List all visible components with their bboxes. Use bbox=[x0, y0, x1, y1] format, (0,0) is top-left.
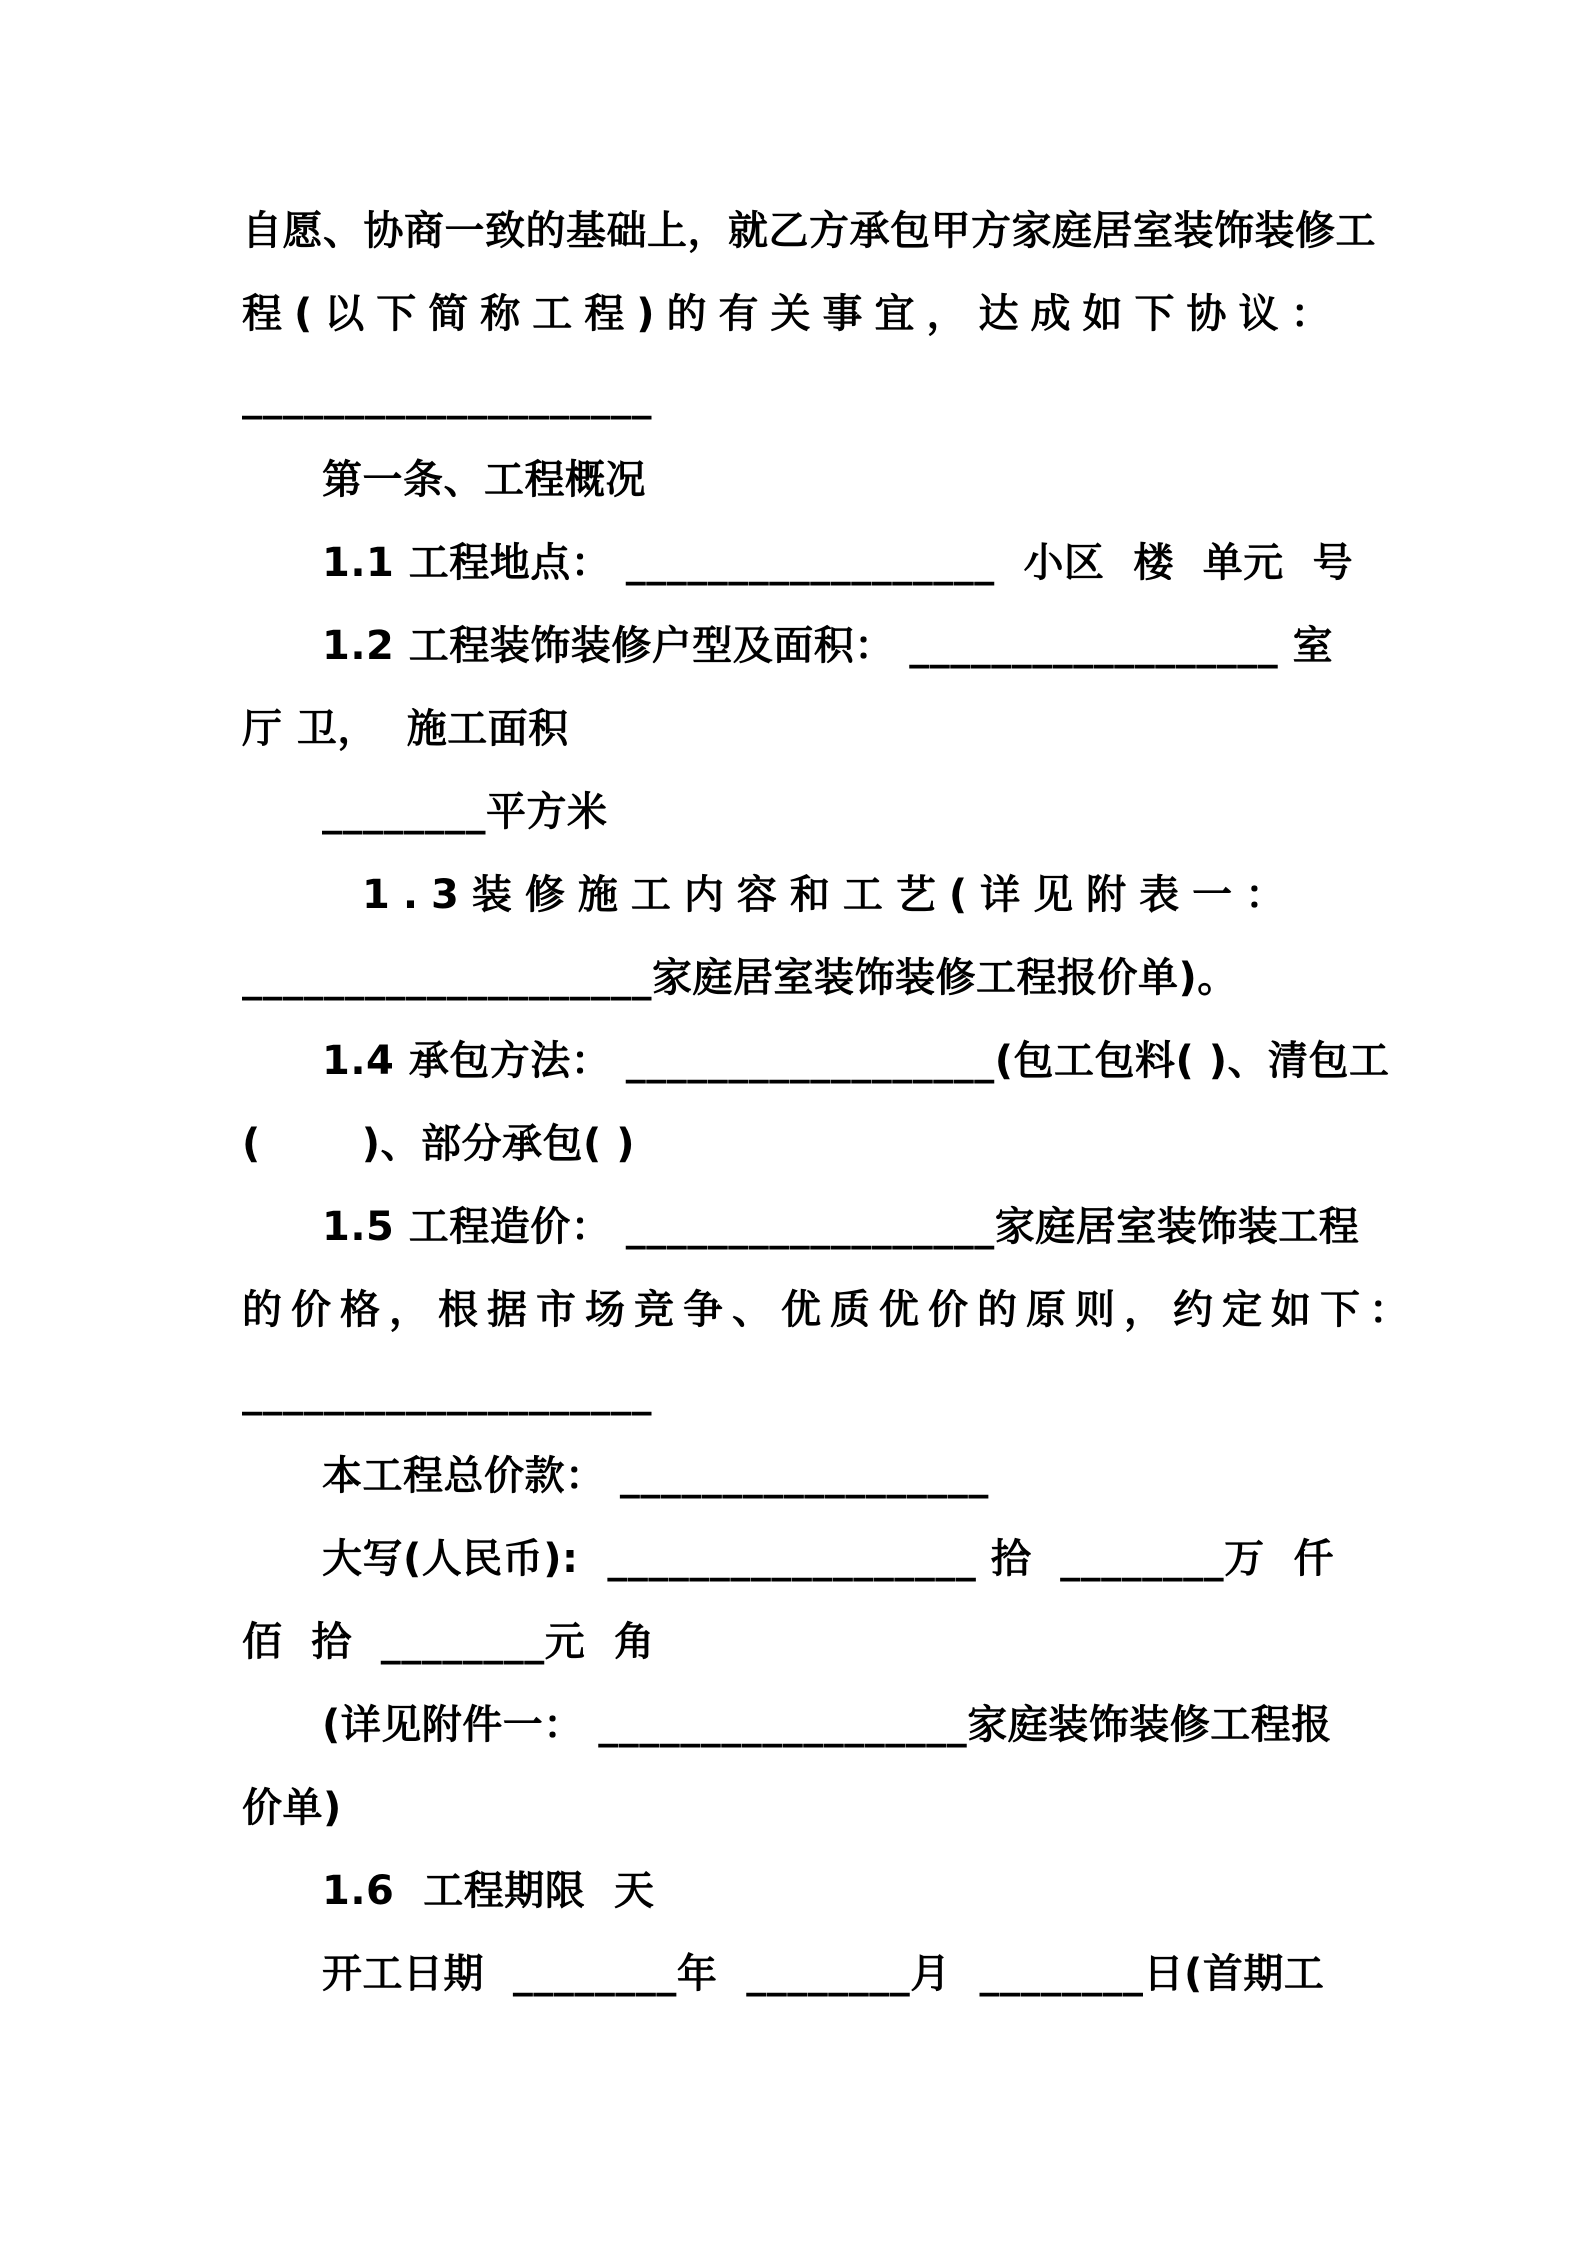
clause-1-3-continued: ____________________家庭居室装饰装修工程报价单)。 bbox=[242, 955, 1238, 1001]
blank-fill-separator-1: ____________________ bbox=[242, 374, 652, 420]
preamble-line-1: 自愿、协商一致的基础上，就乙方承包甲方家庭居室装饰装修工 bbox=[242, 208, 1376, 254]
clause-1-1-location: 1.1 工程地点： __________________ 小区 楼 单元 号 bbox=[322, 540, 1354, 586]
clause-1-2-continued: 厅 卫， 施工面积 bbox=[242, 706, 569, 752]
price-in-words-continued: 佰 拾 ________元 角 bbox=[242, 1619, 655, 1665]
clause-1-2-area-blank: ________平方米 bbox=[322, 789, 608, 835]
total-price-line: 本工程总价款： __________________ bbox=[322, 1453, 989, 1499]
clause-1-2-type-area: 1.2 工程装饰装修户型及面积： __________________ 室 bbox=[322, 623, 1334, 669]
blank-fill-separator-2: ____________________ bbox=[242, 1370, 652, 1416]
preamble-line-2: 程(以下简称工程)的有关事宜，达成如下协议： bbox=[242, 291, 1343, 337]
attachment-note-line: (详见附件一： __________________家庭装饰装修工程报 bbox=[322, 1702, 1332, 1748]
article-1-heading: 第一条、工程概况 bbox=[322, 457, 646, 503]
clause-1-6-duration: 1.6 工程期限 天 bbox=[322, 1868, 655, 1914]
clause-1-4-continued: ( )、部分承包( ) bbox=[242, 1121, 636, 1167]
contract-text-block bbox=[242, 190, 1586, 2016]
start-date-line: 开工日期 ________年 ________月 ________日(首期工 bbox=[322, 1951, 1325, 1997]
clause-1-3-scope: 1.3装修施工内容和工艺(详见附表一： bbox=[362, 872, 1299, 918]
attachment-note-continued: 价单) bbox=[242, 1785, 342, 1831]
clause-1-5-continued: 的价格，根据市场竞争、优质优价的原则，约定如下： bbox=[242, 1287, 1418, 1333]
clause-1-5-project-cost: 1.5 工程造价： __________________家庭居室装饰装工程 bbox=[322, 1204, 1360, 1250]
price-in-words-line: 大写(人民币): __________________ 拾 ________万 仟 bbox=[322, 1536, 1335, 1582]
clause-1-4-contract-method: 1.4 承包方法： __________________(包工包料( )、清包工 bbox=[322, 1038, 1390, 1084]
